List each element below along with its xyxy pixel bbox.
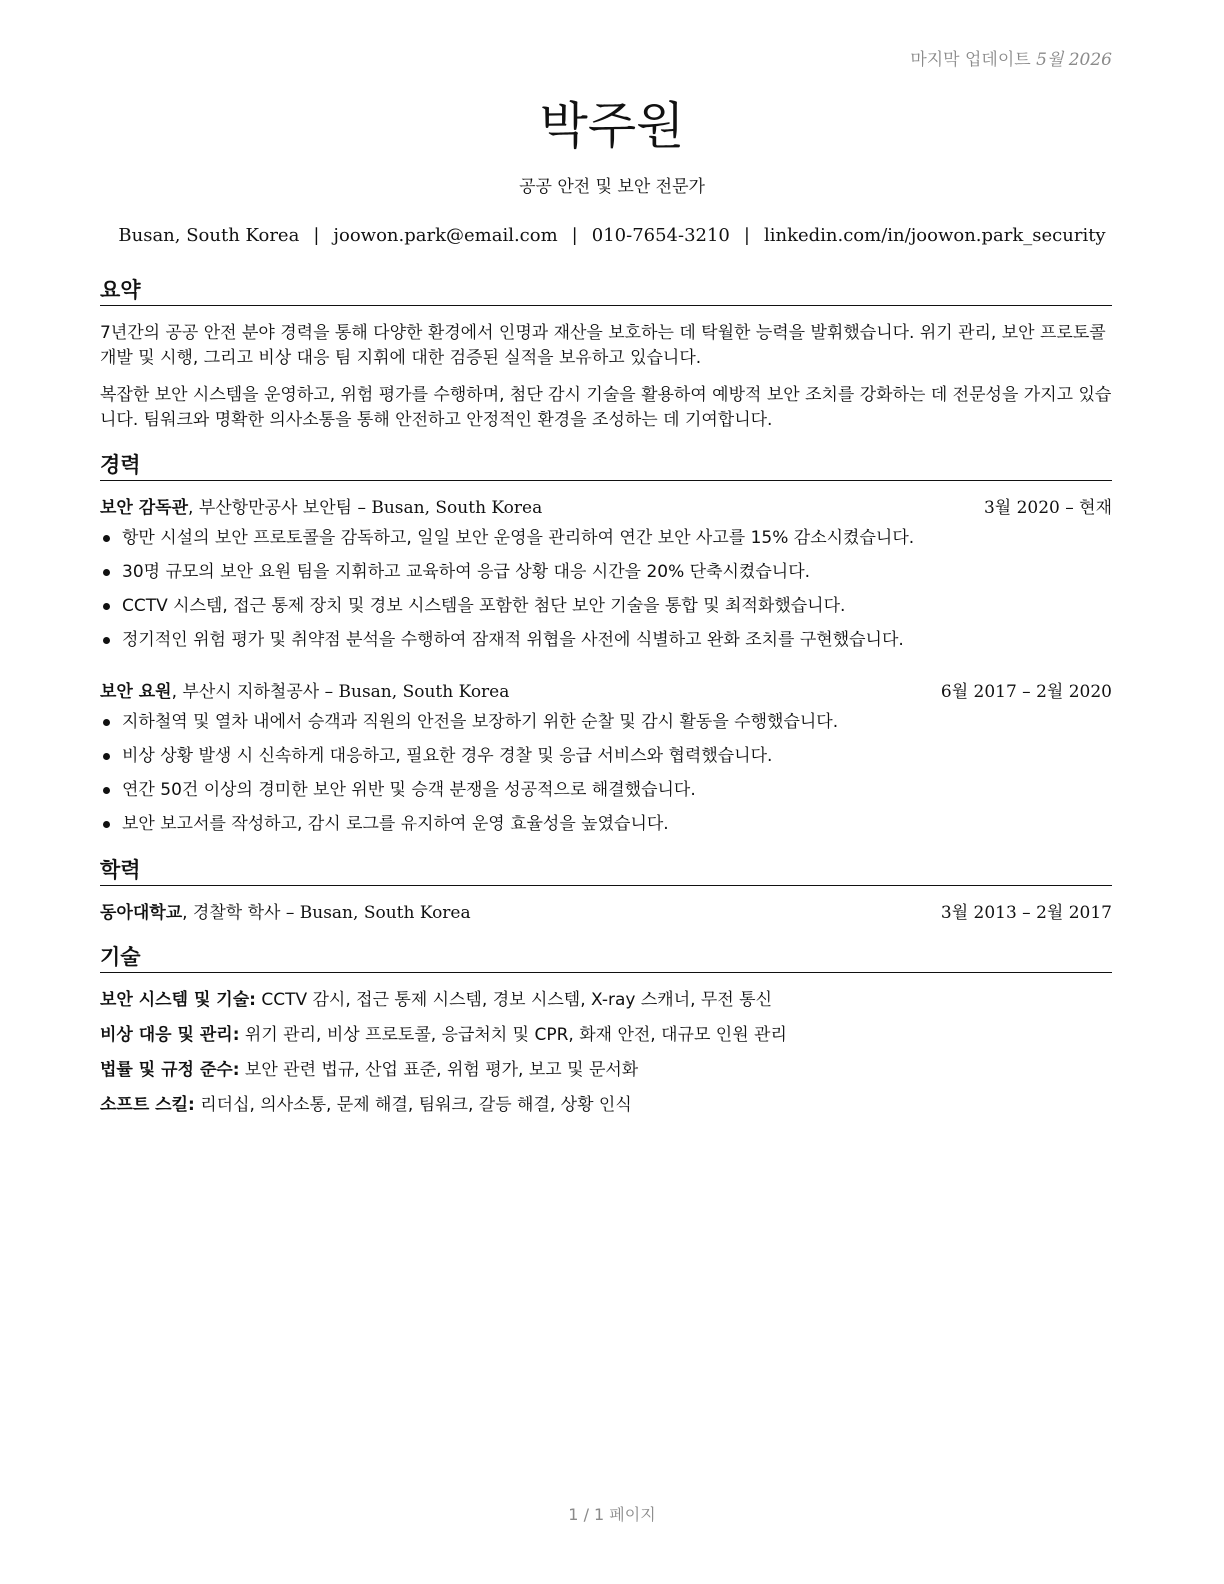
job-bullets <box>100 521 1112 657</box>
skill-line <box>100 1093 1112 1117</box>
page-indicator: 1 / 1 페이지 <box>568 1505 656 1524</box>
education-school: 동아대학교 <box>100 903 183 923</box>
skill-category: 보안 시스템 및 기술: <box>100 990 256 1010</box>
job-dates: 6월 2017 – 2월 2020 <box>940 682 1112 702</box>
summary-paragraph-2: 복잡한 보안 시스템을 운영하고, 위험 평가를 수행하며, 첨단 감시 기술을 활용하여 예방적 보안 조치를 강화하는 데 전문성을 가지고 있습니다. 팀워크와 명확한 의사소통을 통해 안전하고 안정적인 환경을 조성하는 데 기여합니다. <box>100 385 1112 430</box>
skill-line <box>100 1058 1112 1082</box>
contact-separator: | <box>571 225 578 246</box>
list-item: 30명 규모의 보안 요원 팀을 지휘하고 교육하여 응급 상황 대응 시간을 20% 단축시켰습니다. <box>100 555 1112 589</box>
education-dates: 3월 2013 – 2월 2017 <box>940 903 1112 923</box>
job-org: , 부산시 지하철공사 <box>171 682 320 702</box>
job-role: 보안 감독관 <box>100 498 189 518</box>
contact-email[interactable]: joowon.park@email.com <box>333 225 558 246</box>
list-item: 지하철역 및 열차 내에서 승객과 직원의 안전을 보장하기 위한 순찰 및 감시 활동을 수행했습니다. <box>100 705 1112 739</box>
contact-separator: | <box>743 225 750 246</box>
last-updated <box>910 45 1112 70</box>
skill-items: 위기 관리, 비상 프로토콜, 응급처치 및 CPR, 화재 안전, 대규모 인원 관리 <box>239 1025 787 1045</box>
section-title-experience: 경력 <box>100 452 1112 481</box>
job-role: 보안 요원 <box>100 682 172 702</box>
resume-name: 박주원 <box>539 97 685 155</box>
contact-separator: | <box>313 225 320 246</box>
list-item: 연간 50건 이상의 경미한 보안 위반 및 승객 분쟁을 성공적으로 해결했습니다. <box>100 773 1112 807</box>
list-item: 항만 시설의 보안 프로토콜을 감독하고, 일일 보안 운영을 관리하여 연간 보안 사고를 15% 감소시켰습니다. <box>100 521 1112 555</box>
job-header <box>100 680 1112 704</box>
job-location: – Busan, South Korea <box>352 498 543 518</box>
skill-line <box>100 988 1112 1012</box>
last-updated-date: 5월 2026 <box>1036 50 1112 70</box>
skill-line <box>100 1023 1112 1047</box>
skill-category: 법률 및 규정 준수: <box>100 1060 240 1080</box>
list-item: 보안 보고서를 작성하고, 감시 로그를 유지하여 운영 효율성을 높였습니다. <box>100 807 1112 841</box>
skill-items: 보안 관련 법규, 산업 표준, 위험 평가, 보고 및 문서화 <box>239 1060 639 1080</box>
list-item: CCTV 시스템, 접근 통제 장치 및 경보 시스템을 포함한 첨단 보안 기술을 통합 및 최적화했습니다. <box>100 589 1112 623</box>
skill-items: 리더십, 의사소통, 문제 해결, 팀워크, 갈등 해결, 상황 인식 <box>194 1095 632 1115</box>
job-org: , 부산항만공사 보안팀 <box>188 498 353 518</box>
education-degree: , 경찰학 학사 <box>182 903 281 923</box>
contact-location: Busan, South Korea <box>118 225 300 246</box>
section-title-summary: 요약 <box>100 277 1112 306</box>
contact-phone: 010-7654-3210 <box>591 225 730 246</box>
section-title-skills: 기술 <box>100 944 1112 973</box>
job-header <box>100 496 1112 520</box>
section-title-education: 학력 <box>100 857 1112 886</box>
contact-line <box>0 225 1224 246</box>
summary-paragraph-1: 7년간의 공공 안전 분야 경력을 통해 다양한 환경에서 인명과 재산을 보호하는 데 탁월한 능력을 발휘했습니다. 위기 관리, 보안 프로토콜 개발 및 시행, 그리고 비상 대응 팀 지휘에 대한 검증된 실적을 보유하고 있습니다. <box>100 323 1106 368</box>
contact-linkedin[interactable]: linkedin.com/in/joowon.park_security <box>763 225 1106 246</box>
education-entry <box>100 901 1112 925</box>
resume-headline: 공공 안전 및 보안 전문가 <box>519 177 705 197</box>
job-bullets <box>100 705 1112 841</box>
job-dates: 3월 2020 – 현재 <box>983 498 1112 518</box>
education-location: – Busan, South Korea <box>280 903 471 923</box>
list-item: 비상 상황 발생 시 신속하게 대응하고, 필요한 경우 경찰 및 응급 서비스와 협력했습니다. <box>100 739 1112 773</box>
skill-category: 소프트 스킬: <box>100 1095 195 1115</box>
last-updated-prefix: 마지막 업데이트 <box>910 50 1037 70</box>
skill-items: CCTV 감시, 접근 통제 시스템, 경보 시스템, X-ray 스캐너, 무전 통신 <box>255 990 773 1010</box>
skill-category: 비상 대응 및 관리: <box>100 1025 240 1045</box>
job-location: – Busan, South Korea <box>319 682 510 702</box>
list-item: 정기적인 위험 평가 및 취약점 분석을 수행하여 잠재적 위협을 사전에 식별하고 완화 조치를 구현했습니다. <box>100 623 1112 657</box>
